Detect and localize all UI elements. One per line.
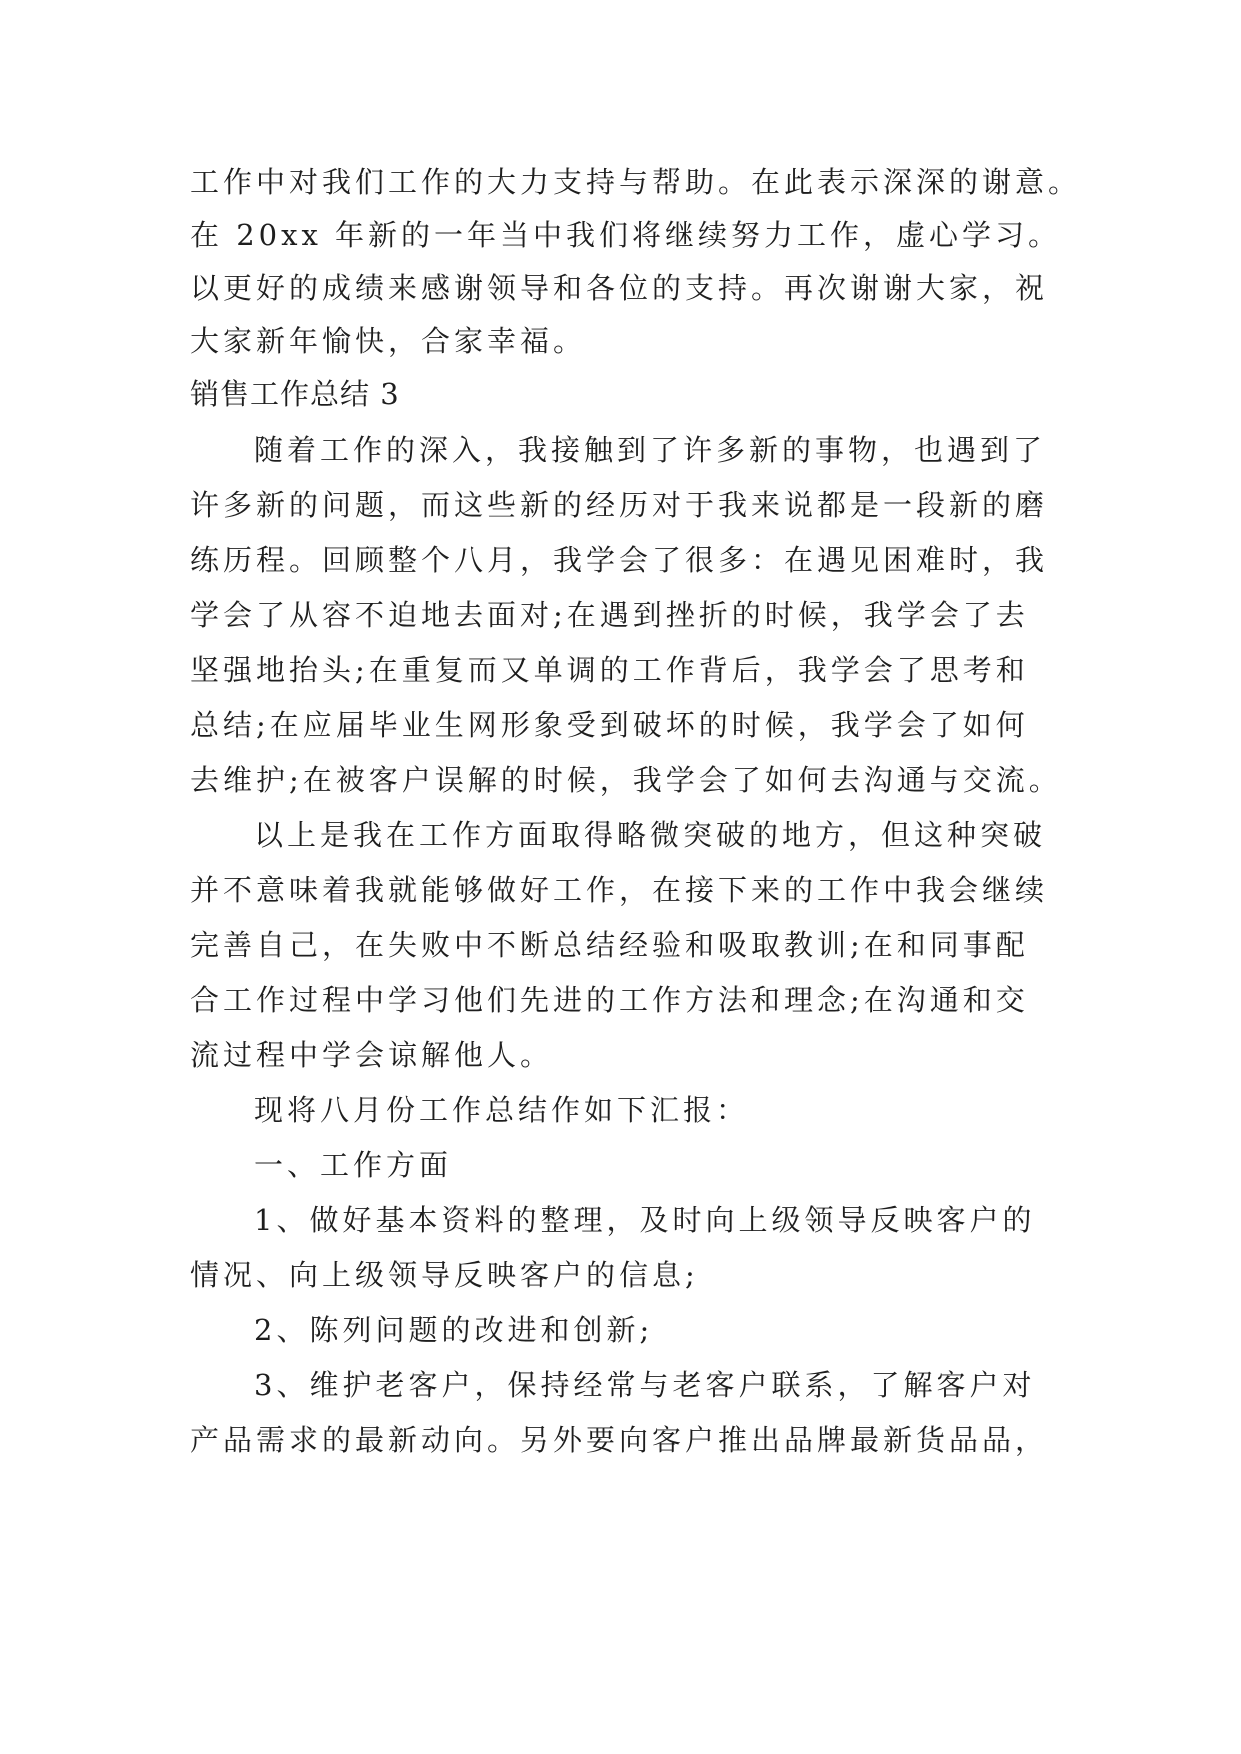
section-heading: 销售工作总结 3 bbox=[190, 377, 400, 411]
body-text-line: 总结;在应届毕业生网形象受到破坏的时候，我学会了如何 bbox=[190, 708, 1029, 742]
list-item-text: 产品需求的最新动向。另外要向客户推出品牌最新货品品， bbox=[190, 1423, 1049, 1457]
body-text-line: 坚强地抬头;在重复而又单调的工作背后，我学会了思考和 bbox=[190, 653, 1029, 687]
list-item-text: 2、陈列问题的改进和创新; bbox=[254, 1313, 654, 1347]
body-text-line: 学会了从容不迫地去面对;在遇到挫折的时候，我学会了去 bbox=[190, 598, 1029, 632]
body-text-line: 去维护;在被客户误解的时候，我学会了如何去沟通与交流。 bbox=[190, 763, 1062, 797]
body-text-line: 完善自己，在失败中不断总结经验和吸取教训;在和同事配 bbox=[190, 928, 1029, 962]
list-item-text: 情况、向上级领导反映客户的信息; bbox=[190, 1258, 699, 1292]
body-text-line: 以更好的成绩来感谢领导和各位的支持。再次谢谢大家，祝 bbox=[190, 271, 1049, 305]
body-text-line: 并不意味着我就能够做好工作，在接下来的工作中我会继续 bbox=[190, 873, 1049, 907]
body-text-line: 以上是我在工作方面取得略微突破的地方，但这种突破 bbox=[254, 818, 1047, 852]
list-item-text: 1、做好基本资料的整理，及时向上级领导反映客户的 bbox=[254, 1203, 1036, 1237]
list-heading: 一、工作方面 bbox=[254, 1148, 453, 1182]
body-text-line: 工作中对我们工作的大力支持与帮助。在此表示深深的谢意。 bbox=[190, 165, 1082, 199]
body-text-line: 大家新年愉快，合家幸福。 bbox=[190, 324, 587, 358]
body-text-line: 许多新的问题，而这些新的经历对于我来说都是一段新的磨 bbox=[190, 488, 1049, 522]
body-text-line: 随着工作的深入，我接触到了许多新的事物，也遇到了 bbox=[254, 433, 1047, 467]
list-item-text: 3、维护老客户，保持经常与老客户联系，了解客户对 bbox=[254, 1368, 1036, 1402]
body-text-line: 合工作过程中学习他们先进的工作方法和理念;在沟通和交 bbox=[190, 983, 1029, 1017]
body-text-line: 现将八月份工作总结作如下汇报： bbox=[254, 1093, 750, 1127]
body-text-line: 在 20xx 年新的一年当中我们将继续努力工作，虚心学习。 bbox=[190, 218, 1062, 252]
body-text-line: 流过程中学会谅解他人。 bbox=[190, 1038, 554, 1072]
body-text-line: 练历程。回顾整个八月，我学会了很多：在遇见困难时，我 bbox=[190, 543, 1049, 577]
